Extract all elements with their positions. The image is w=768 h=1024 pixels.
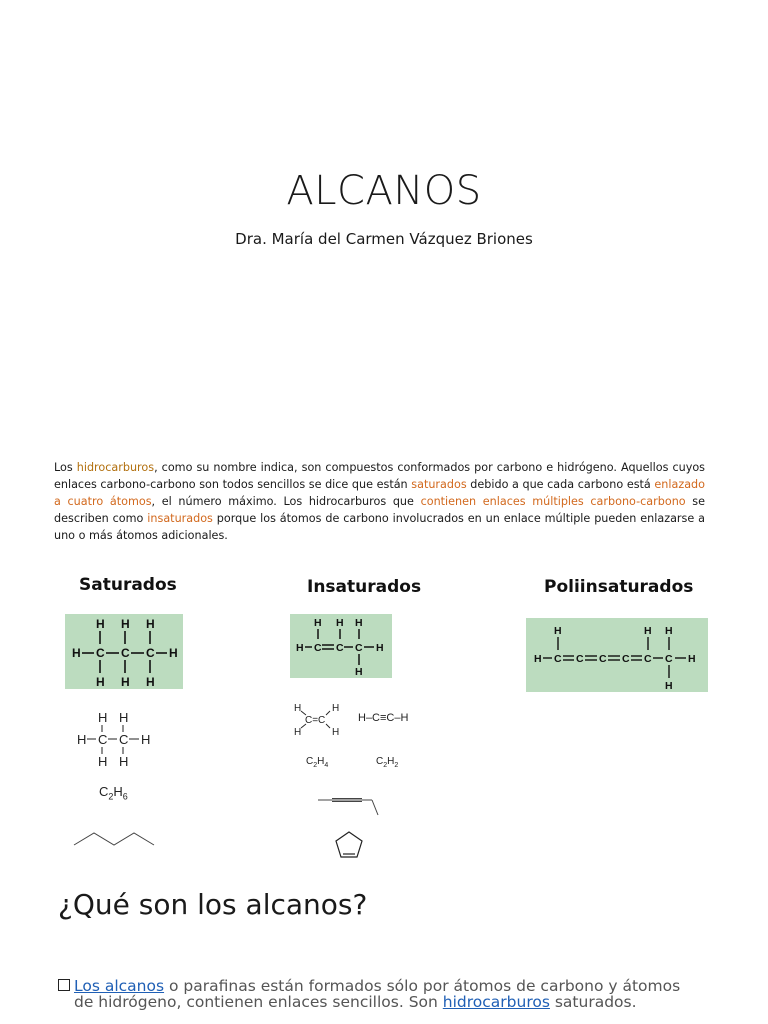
atom-c: C bbox=[665, 653, 673, 665]
atom-c: C bbox=[96, 646, 105, 660]
term-enlazado: enlazado a cuatro átomos bbox=[54, 478, 706, 508]
atom-c: C bbox=[146, 646, 155, 660]
ethylene-core: C=C bbox=[305, 715, 326, 726]
atom-h: H bbox=[296, 642, 304, 654]
atom-c: C bbox=[554, 653, 562, 665]
term-insaturados: insaturados bbox=[147, 512, 213, 525]
ethane-formula: $C_2H_6$ bbox=[99, 784, 128, 802]
para-text: se describen como bbox=[54, 495, 705, 525]
atom-h: H bbox=[96, 675, 105, 689]
atom-h: H bbox=[98, 710, 108, 725]
atom-h: H bbox=[665, 625, 673, 637]
atom-h: H bbox=[336, 617, 344, 629]
atom-h: H bbox=[644, 625, 652, 637]
ethylene-structure bbox=[292, 700, 344, 740]
atom-h: H bbox=[119, 710, 129, 725]
para-text: porque los átomos de carbono involucrados en un enlace múltiple pueden enlazarse a uno o más átomos adicionales. bbox=[54, 512, 705, 542]
term-enlaces-multiples: contienen enlaces múltiples carbono-carbono bbox=[420, 495, 686, 508]
atom-c: C bbox=[644, 653, 652, 665]
atom-c: C bbox=[622, 653, 630, 665]
atom-h: H bbox=[332, 727, 340, 738]
term-saturados: saturados bbox=[411, 478, 467, 491]
atom-h: H bbox=[96, 617, 105, 631]
bullet-text: saturados. bbox=[549, 993, 637, 1011]
intro-paragraph bbox=[54, 459, 705, 544]
bullet-item bbox=[58, 978, 718, 1010]
cyclopentene-structure bbox=[334, 830, 364, 860]
atom-h: H bbox=[665, 680, 673, 692]
atom-h: H bbox=[554, 625, 562, 637]
atom-c: C bbox=[355, 642, 363, 654]
atom-h: H bbox=[119, 754, 129, 769]
atom-c: C bbox=[599, 653, 607, 665]
propane-structure bbox=[65, 614, 183, 689]
atom-c: C bbox=[576, 653, 584, 665]
atom-h: H bbox=[121, 617, 130, 631]
heading-saturados: Saturados bbox=[79, 575, 177, 595]
bullet-line-2 bbox=[58, 994, 718, 1010]
page-title: ALCANOS bbox=[286, 168, 482, 214]
atom-h: H bbox=[77, 732, 87, 747]
atom-c: C bbox=[314, 642, 322, 654]
checkbox-bullet-icon bbox=[58, 979, 70, 991]
polyunsaturated-structure bbox=[526, 618, 708, 692]
link-los-alcanos[interactable]: Los alcanos bbox=[74, 977, 165, 995]
bullet-text: de hidrógeno, contienen enlaces sencillos. Son bbox=[74, 993, 443, 1011]
heading-insaturados: Insaturados bbox=[307, 577, 422, 597]
para-text: , el número máximo. Los hidrocarburos que bbox=[151, 495, 421, 508]
atom-h: H bbox=[146, 617, 155, 631]
skeletal-alkane bbox=[72, 828, 156, 848]
ethylene-formula: $C_2H_4$ bbox=[306, 756, 329, 769]
atom-h: H bbox=[294, 727, 302, 738]
para-text: Los bbox=[54, 461, 77, 474]
atom-h: H bbox=[355, 666, 363, 678]
skeletal-alkyne bbox=[316, 796, 380, 818]
atom-h: H bbox=[98, 754, 108, 769]
bullet-line-1 bbox=[58, 978, 718, 994]
atom-h: H bbox=[355, 617, 363, 629]
atom-h: H bbox=[294, 703, 302, 714]
atom-h: H bbox=[169, 646, 178, 660]
atom-c: C bbox=[98, 732, 108, 747]
term-hidrocarburos: hidrocarburos bbox=[76, 461, 155, 474]
acetylene-formula: $C_2H_2$ bbox=[376, 756, 399, 769]
link-hidrocarburos[interactable]: hidrocarburos bbox=[442, 993, 550, 1011]
ethane-structure bbox=[75, 708, 157, 770]
heading-poliinsaturados: Poliinsaturados bbox=[544, 577, 694, 597]
author-name: Dra. María del Carmen Vázquez Briones bbox=[235, 230, 533, 248]
atom-h: H bbox=[314, 617, 322, 629]
atom-h: H bbox=[146, 675, 155, 689]
atom-c: C bbox=[119, 732, 129, 747]
atom-c: C bbox=[336, 642, 344, 654]
para-text: , como su nombre indica, son compuestos conformados por carbono e hidrógeno. Aquellos cuyos enlaces carbono-carbono son todos sencillos se dice que están bbox=[54, 461, 705, 491]
atom-h: H bbox=[72, 646, 81, 660]
propene-structure bbox=[290, 614, 392, 678]
atom-h: H bbox=[121, 675, 130, 689]
section-heading: ¿Qué son los alcanos? bbox=[58, 888, 368, 921]
atom-h: H bbox=[376, 642, 384, 654]
acetylene-structure: H–C≡C–H bbox=[358, 712, 409, 724]
atom-c: C bbox=[121, 646, 130, 660]
atom-h: H bbox=[332, 703, 340, 714]
atom-h: H bbox=[141, 732, 151, 747]
para-text: debido a que cada carbono está bbox=[466, 478, 655, 491]
atom-h: H bbox=[688, 653, 696, 665]
atom-h: H bbox=[534, 653, 542, 665]
bullet-text: o parafinas están formados sólo por átomos de carbono y átomos bbox=[164, 977, 681, 995]
